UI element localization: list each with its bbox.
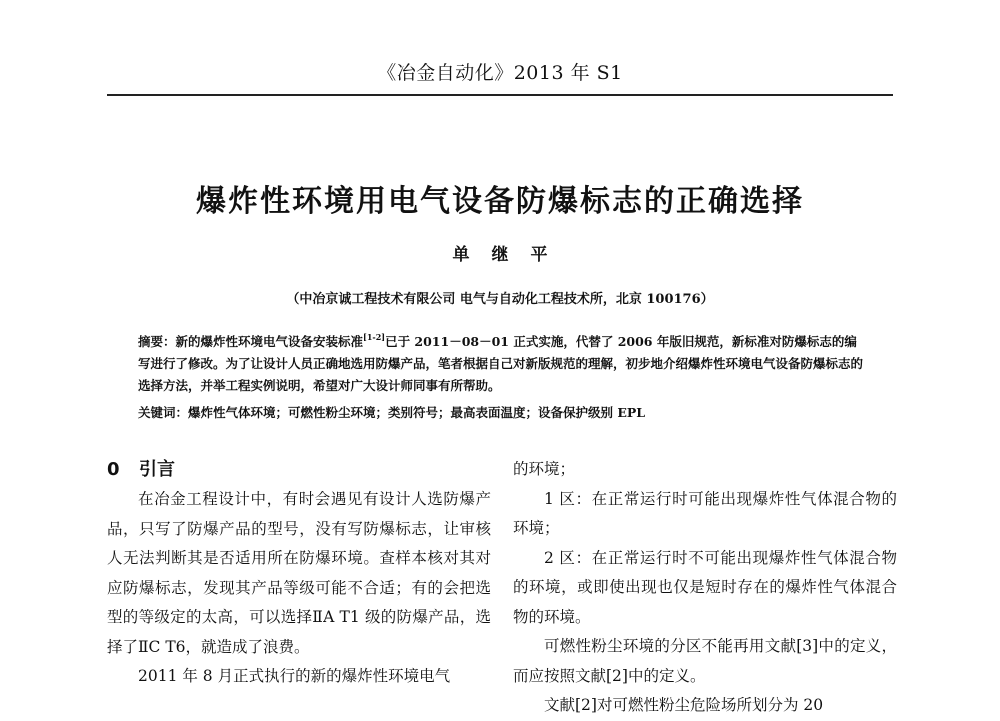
header-rule: [107, 94, 893, 96]
left-column: [107, 455, 491, 692]
keywords-text: 爆炸性气体环境；可燃性粉尘环境；类别符号；最高表面温度；设备保护级别 EPL: [188, 405, 646, 420]
paragraph: 可燃性粉尘环境的分区不能再用文献[3]中的定义，而应按照文献[2]中的定义。: [513, 637, 897, 685]
author: 单继平: [452, 245, 570, 265]
right-column: [513, 455, 897, 721]
keywords: [138, 402, 864, 424]
paragraph: 2011 年 8 月正式执行的新的爆炸性环境电气: [138, 667, 451, 685]
paragraph: 2 区：在正常运行时不可能出现爆炸性气体混合物的环境，或即使出现也仅是短时存在的爆炸性气体混合物的环境。: [513, 548, 897, 626]
abstract: [138, 326, 864, 397]
paragraph: 1 区：在正常运行时可能出现爆炸性气体混合物的环境；: [513, 489, 897, 537]
abstract-citation: [1-2]: [363, 332, 386, 342]
abstract-text-2: 已于 2011－08－01 正式实施，代替了 2006 年版旧规范，新标准对防爆标志的编写进行了修改。为了让设计人员正确地选用防爆产品，笔者根据自己对新版规范的理解，初步地介绍爆炸性环境电气设备防爆标志的选择方法，并举工程实例说明，希望对广大设计师同事有所帮助。: [138, 334, 864, 393]
paragraph: 文献[2]对可燃性粉尘危险场所划分为 20: [544, 696, 824, 714]
abstract-label: 摘要：: [138, 334, 176, 349]
article-title: 爆炸性环境用电气设备防爆标志的正确选择: [196, 184, 804, 219]
section-heading: [107, 455, 491, 485]
affiliation: （中冶京诚工程技术有限公司 电气与自动化工程技术所，北京 100176）: [286, 292, 714, 307]
paragraph: 在冶金工程设计中，有时会遇见有设计人选防爆产品，只写了防爆产品的型号，没有写防爆标志，让审核人无法判断其是否适用所在防爆环境。查样本核对其对应防爆标志，发现其产品等级可能不合适；有的会把选型的等级定的太高，可以选择ⅡA T1 级的防爆产品，选择了ⅡC T6，就造成了浪费。: [107, 490, 491, 656]
journal-header: 《冶金自动化》2013 年 S1: [377, 62, 623, 84]
section-number: 0: [107, 459, 120, 480]
paragraph: 的环境；: [513, 460, 576, 478]
abstract-text-1: 新的爆炸性环境电气设备安装标准: [175, 334, 364, 349]
keywords-label: 关键词：: [138, 405, 189, 420]
section-title: 引言: [139, 459, 175, 480]
